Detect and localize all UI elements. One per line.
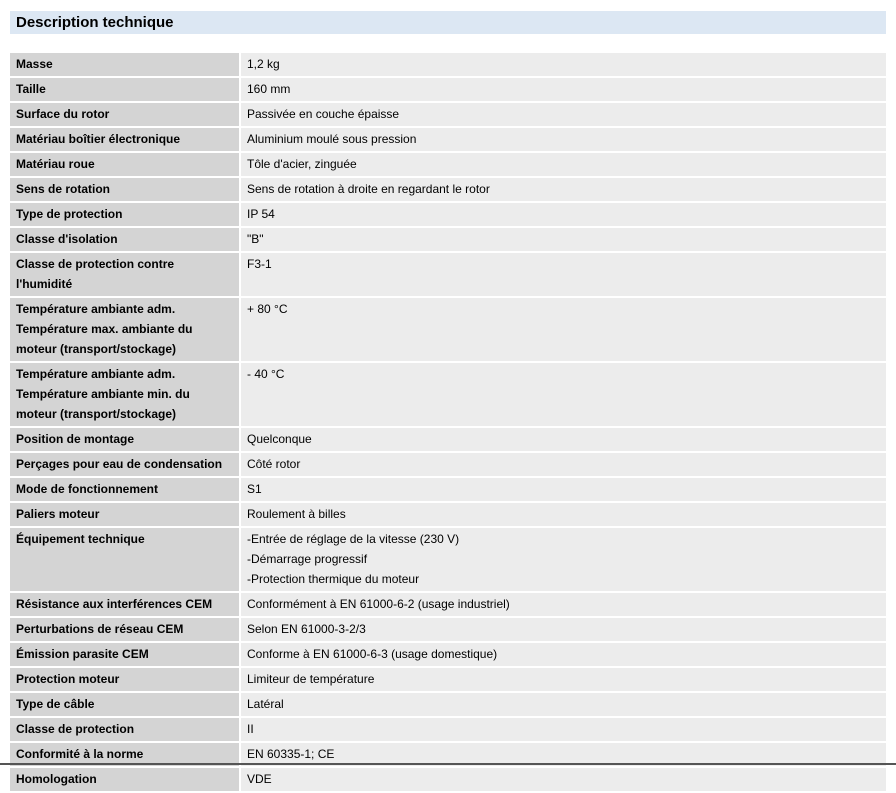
spec-label: Mode de fonctionnement xyxy=(10,477,240,502)
spec-label: Matériau roue xyxy=(10,152,240,177)
spec-value: Aluminium moulé sous pression xyxy=(240,127,886,152)
table-row xyxy=(10,252,886,297)
table-row xyxy=(10,177,886,202)
spec-value: + 80 °C xyxy=(240,297,886,362)
table-row xyxy=(10,642,886,667)
table-row xyxy=(10,427,886,452)
spec-value: II xyxy=(240,717,886,742)
table-row xyxy=(10,53,886,77)
spec-table xyxy=(10,53,886,793)
table-row xyxy=(10,692,886,717)
spec-table-body xyxy=(10,53,886,792)
spec-label: Protection moteur xyxy=(10,667,240,692)
spec-label: Équipement technique xyxy=(10,527,240,592)
spec-value: Roulement à billes xyxy=(240,502,886,527)
table-row xyxy=(10,452,886,477)
table-row xyxy=(10,592,886,617)
spec-value: Passivée en couche épaisse xyxy=(240,102,886,127)
spec-value: Tôle d'acier, zinguée xyxy=(240,152,886,177)
spec-label: Sens de rotation xyxy=(10,177,240,202)
table-row xyxy=(10,102,886,127)
spec-value: Selon EN 61000-3-2/3 xyxy=(240,617,886,642)
spec-label: Matériau boîtier électronique xyxy=(10,127,240,152)
table-row xyxy=(10,617,886,642)
spec-value: 1,2 kg xyxy=(240,53,886,77)
spec-value: VDE xyxy=(240,767,886,792)
table-row xyxy=(10,477,886,502)
table-row xyxy=(10,77,886,102)
spec-value: Quelconque xyxy=(240,427,886,452)
table-row xyxy=(10,202,886,227)
table-row xyxy=(10,717,886,742)
table-row xyxy=(10,767,886,792)
spec-value: Conforme à EN 61000-6-3 (usage domestique) xyxy=(240,642,886,667)
table-row xyxy=(10,362,886,427)
table-row xyxy=(10,297,886,362)
spec-label: Température ambiante adm. Température max. ambiante du moteur (transport/stockage) xyxy=(10,297,240,362)
spec-label: Température ambiante adm. Température ambiante min. du moteur (transport/stockage) xyxy=(10,362,240,427)
spec-label: Résistance aux interférences CEM xyxy=(10,592,240,617)
table-row xyxy=(10,152,886,177)
table-row xyxy=(10,127,886,152)
spec-label: Émission parasite CEM xyxy=(10,642,240,667)
table-row xyxy=(10,502,886,527)
spec-value: Sens de rotation à droite en regardant le rotor xyxy=(240,177,886,202)
spec-label: Classe de protection contre l'humidité xyxy=(10,252,240,297)
spec-value: S1 xyxy=(240,477,886,502)
spec-label: Type de protection xyxy=(10,202,240,227)
spec-value: Latéral xyxy=(240,692,886,717)
spec-label: Taille xyxy=(10,77,240,102)
spec-label: Type de câble xyxy=(10,692,240,717)
spec-value: 160 mm xyxy=(240,77,886,102)
spec-label: Masse xyxy=(10,53,240,77)
spec-value: EN 60335-1; CE xyxy=(240,742,886,767)
spec-label: Classe de protection xyxy=(10,717,240,742)
section-title: Description technique xyxy=(10,11,886,34)
spec-label: Position de montage xyxy=(10,427,240,452)
spec-label: Perçages pour eau de condensation xyxy=(10,452,240,477)
spec-label: Classe d'isolation xyxy=(10,227,240,252)
spec-label: Surface du rotor xyxy=(10,102,240,127)
spec-value: Conformément à EN 61000-6-2 (usage industriel) xyxy=(240,592,886,617)
spec-value: F3-1 xyxy=(240,252,886,297)
table-row xyxy=(10,667,886,692)
spec-value: -Entrée de réglage de la vitesse (230 V) -Démarrage progressif -Protection thermique du moteur xyxy=(240,527,886,592)
spec-value: Côté rotor xyxy=(240,452,886,477)
table-row xyxy=(10,527,886,592)
spec-label: Conformité à la norme xyxy=(10,742,240,767)
table-row xyxy=(10,227,886,252)
spec-value: IP 54 xyxy=(240,202,886,227)
spec-value: Limiteur de température xyxy=(240,667,886,692)
spec-value: - 40 °C xyxy=(240,362,886,427)
spec-label: Paliers moteur xyxy=(10,502,240,527)
spec-label: Homologation xyxy=(10,767,240,792)
spec-value: "B" xyxy=(240,227,886,252)
spec-label: Perturbations de réseau CEM xyxy=(10,617,240,642)
